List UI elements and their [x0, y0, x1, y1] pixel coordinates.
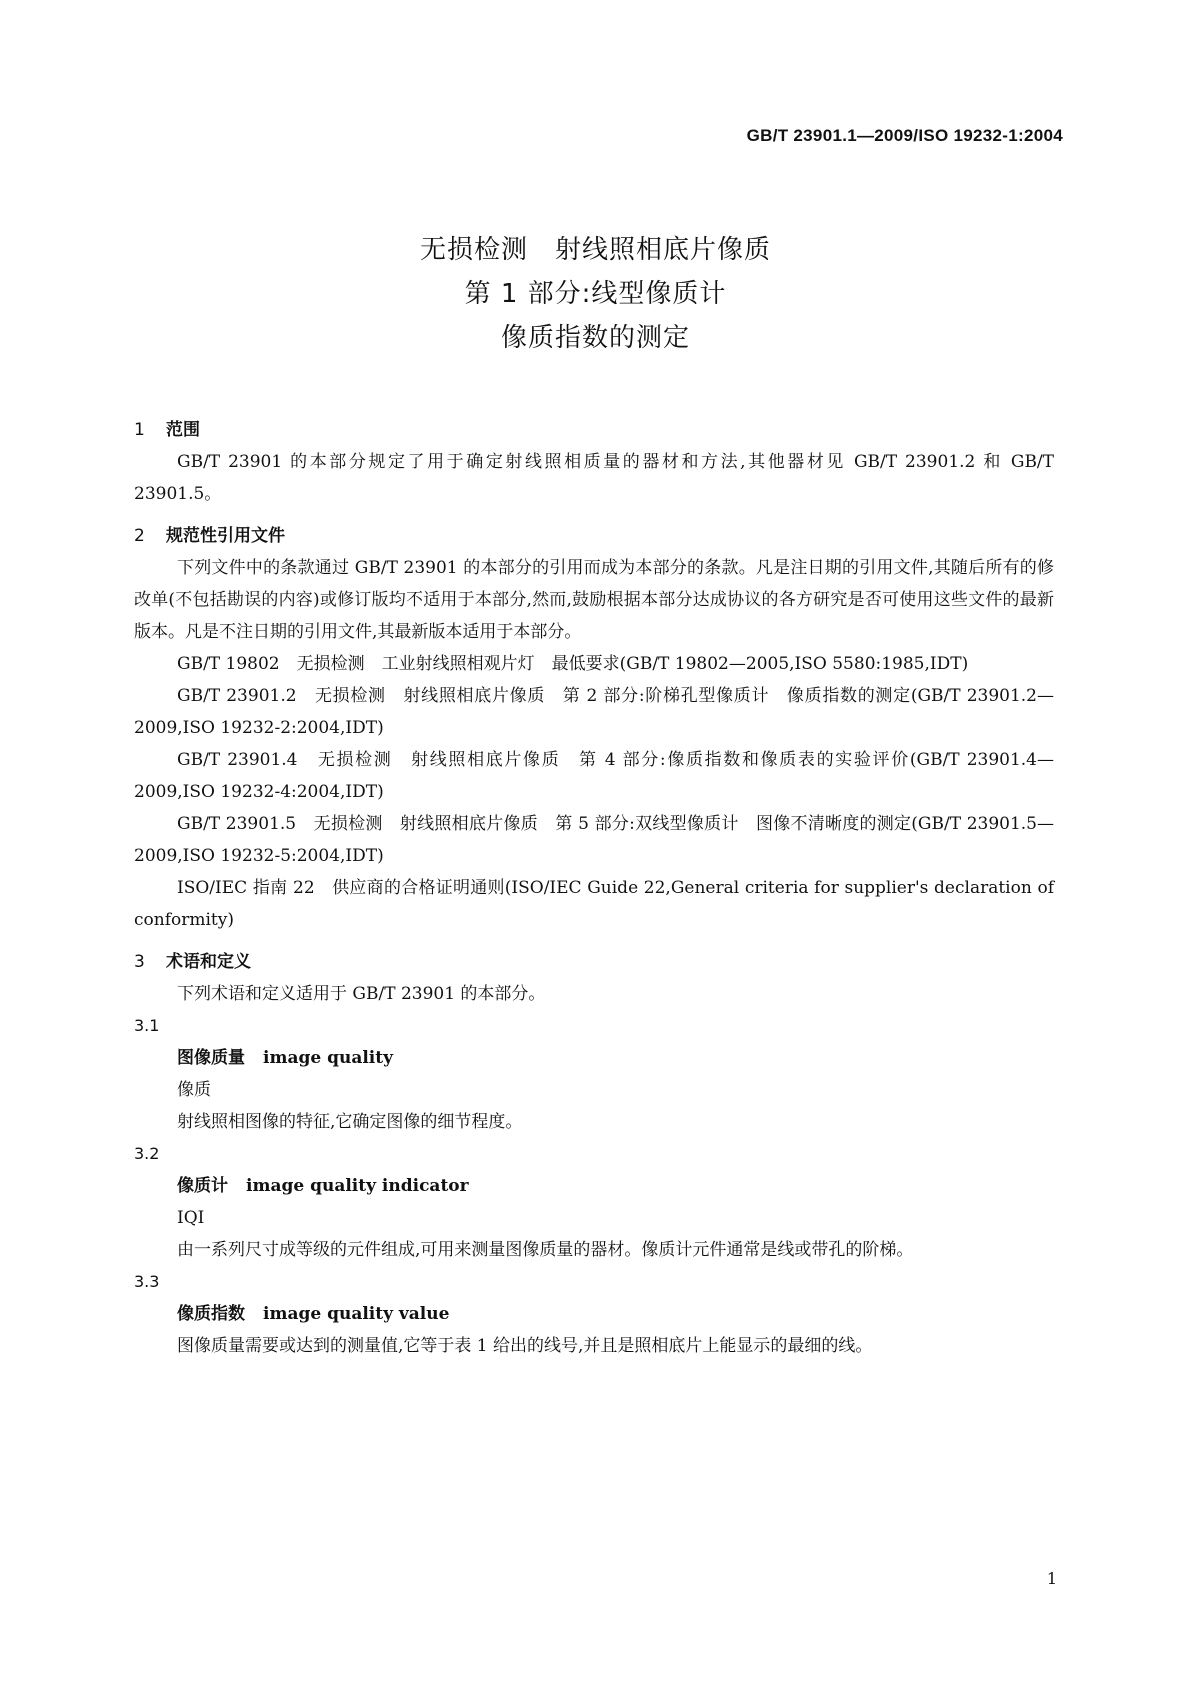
section-2-paragraph: 下列文件中的条款通过 GB/T 23901 的本部分的引用而成为本部分的条款。凡是注日期的引用文件,其随后所有的修改单(不包括勘误的内容)或修订版均不适用于本部分,然而,鼓励根据本部分达成协议的各方研究是否可使用这些文件的最新版本。凡是不注日期的引用文件,其最新版本适用于本部分。: [134, 558, 1054, 642]
term-english: image quality: [263, 1048, 393, 1068]
term-heading: [134, 1298, 1054, 1330]
section-1-heading: [134, 414, 1054, 446]
term-english: image quality value: [263, 1304, 450, 1324]
page-number: 1: [1046, 1569, 1057, 1588]
term-definition: 图像质量需要或达到的测量值,它等于表 1 给出的线号,并且是照相底片上能显示的最细的线。: [177, 1336, 873, 1356]
section-3-paragraph: 下列术语和定义适用于 GB/T 23901 的本部分。: [177, 984, 546, 1004]
term-number: 3.2: [134, 1144, 160, 1163]
reference-item: GB/T 19802 无损检测 工业射线照相观片灯 最低要求(GB/T 19802—2005,ISO 5580:1985,IDT): [177, 654, 969, 674]
reference-item: GB/T 23901.2 无损检测 射线照相底片像质 第 2 部分:阶梯孔型像质计 像质指数的测定(GB/T 23901.2—2009,ISO 19232-2:2004,IDT): [134, 686, 1054, 738]
term-english: image quality indicator: [246, 1176, 469, 1196]
section-3-heading: [134, 946, 1054, 978]
section-2-heading: [134, 520, 1054, 552]
term-name: 图像质量: [177, 1048, 245, 1068]
term-alias: 像质: [177, 1080, 211, 1100]
reference-item: ISO/IEC 指南 22 供应商的合格证明通则(ISO/IEC Guide 22,General criteria for supplier's declaration of conformity): [134, 878, 1054, 930]
standard-code: GB/T 23901.1—2009/ISO 19232-1:2004: [746, 126, 1063, 145]
reference-item: GB/T 23901.5 无损检测 射线照相底片像质 第 5 部分:双线型像质计 图像不清晰度的测定(GB/T 23901.5—2009,ISO 19232-5:2004,IDT): [134, 814, 1054, 866]
document-title: [0, 228, 1191, 360]
section-title: 规范性引用文件: [166, 526, 285, 546]
term-alias: IQI: [177, 1208, 205, 1228]
section-number: 1: [134, 420, 145, 440]
term-number: 3.1: [134, 1016, 160, 1035]
document-body: [134, 414, 1054, 1362]
section-title: 术语和定义: [166, 952, 251, 972]
term-definition: 射线照相图像的特征,它确定图像的细节程度。: [177, 1112, 523, 1132]
section-title: 范围: [166, 420, 200, 440]
term-name: 像质指数: [177, 1304, 245, 1324]
term-heading: [134, 1170, 1054, 1202]
section-number: 3: [134, 952, 145, 972]
term-number: 3.3: [134, 1272, 160, 1291]
title-line-3: 像质指数的测定: [500, 323, 690, 353]
reference-item: GB/T 23901.4 无损检测 射线照相底片像质 第 4 部分:像质指数和像质表的实验评价(GB/T 23901.4—2009,ISO 19232-4:2004,IDT): [134, 750, 1054, 802]
term-definition: 由一系列尺寸成等级的元件组成,可用来测量图像质量的器材。像质计元件通常是线或带孔的阶梯。: [177, 1240, 914, 1260]
section-number: 2: [134, 526, 145, 546]
section-1-paragraph: GB/T 23901 的本部分规定了用于确定射线照相质量的器材和方法,其他器材见 GB/T 23901.2 和 GB/T 23901.5。: [134, 452, 1054, 504]
title-line-2: 第 1 部分:线型像质计: [464, 279, 727, 309]
term-name: 像质计: [177, 1176, 228, 1196]
term-heading: [134, 1042, 1054, 1074]
title-line-1: 无损检测 射线照相底片像质: [419, 235, 771, 265]
